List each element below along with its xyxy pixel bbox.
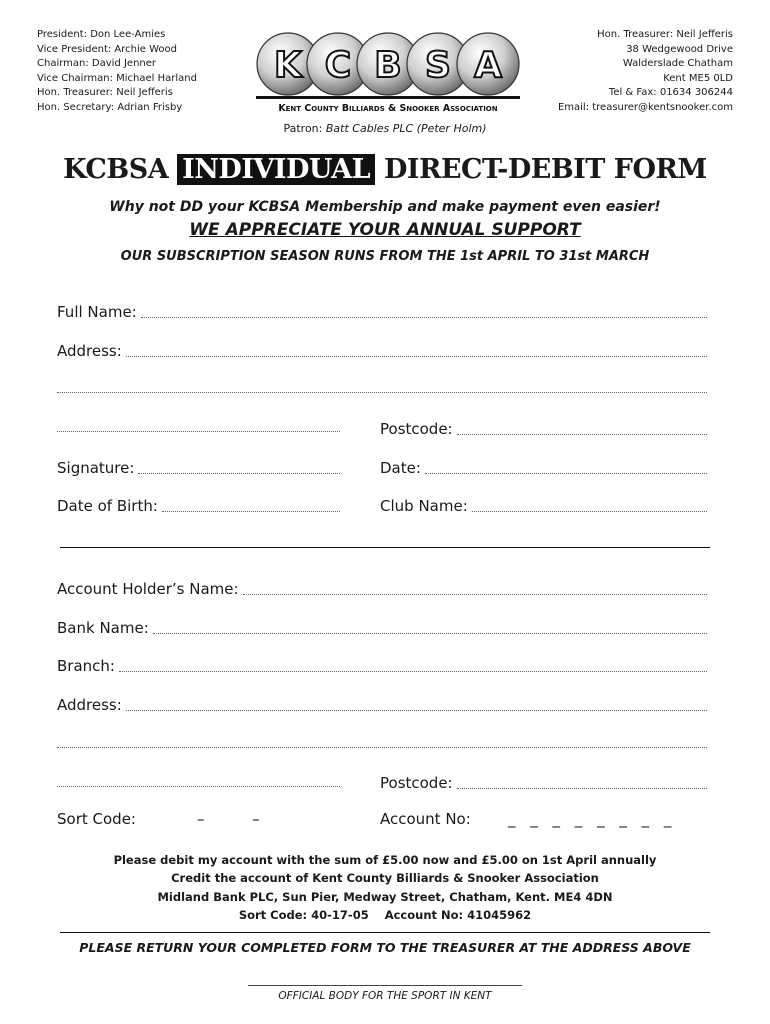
subtitle-season: OUR SUBSCRIPTION SEASON RUNS FROM THE 1st APRIL TO 31st MARCH bbox=[120, 249, 650, 264]
account-no-label: Account No: bbox=[380, 810, 471, 828]
full-name-field[interactable] bbox=[57, 301, 707, 321]
debit-line: Midland Bank PLC, Sun Pier, Medway Street, Chatham, Kent. ME4 4DN bbox=[157, 889, 613, 904]
postcode-input-line[interactable] bbox=[457, 420, 707, 435]
officer-line: Vice President: Archie Wood bbox=[37, 43, 177, 55]
debit-line: Please debit my account with the sum of £5.00 now and £5.00 on 1st April annually bbox=[113, 853, 657, 867]
officer-line: President: Don Lee-Amies bbox=[37, 29, 166, 40]
footer-divider bbox=[60, 932, 710, 933]
sort-code-dash: – bbox=[252, 810, 260, 828]
signature-field[interactable] bbox=[57, 457, 340, 477]
date-label: Date: bbox=[380, 459, 421, 477]
patron-value: Batt Cables PLC (Peter Holm) bbox=[325, 122, 487, 135]
debit-line: Sort Code: 40-17-05 Account No: 41045962 bbox=[238, 907, 532, 922]
debit-line: Credit the account of Kent County Billiards & Snooker Association bbox=[171, 871, 599, 886]
bank-name-input-line[interactable] bbox=[153, 619, 707, 634]
address-line: Kent ME5 0LD bbox=[663, 72, 733, 84]
address-input-line[interactable] bbox=[126, 342, 707, 357]
account-holder-field[interactable] bbox=[57, 578, 707, 598]
page-title bbox=[0, 154, 770, 185]
bank-postcode-field[interactable] bbox=[380, 772, 707, 792]
bank-address-line-3[interactable] bbox=[57, 785, 340, 787]
logo-letter: C bbox=[324, 45, 352, 86]
dob-field[interactable] bbox=[57, 495, 340, 515]
bank-postcode-input-line[interactable] bbox=[457, 774, 707, 789]
officers-list bbox=[37, 28, 197, 116]
postcode-label: Postcode: bbox=[380, 420, 453, 438]
account-holder-input-line[interactable] bbox=[243, 580, 707, 595]
return-note: PLEASE RETURN YOUR COMPLETED FORM TO THE TREASURER AT THE ADDRESS ABOVE bbox=[79, 940, 691, 955]
signature-input-line[interactable] bbox=[138, 459, 340, 474]
sort-code-label: Sort Code: bbox=[57, 810, 136, 828]
logo-letter: K bbox=[274, 45, 302, 86]
sort-code-dash: – bbox=[197, 810, 205, 828]
club-name-input-line[interactable] bbox=[472, 497, 707, 512]
address-field[interactable] bbox=[57, 340, 707, 360]
postcode-field[interactable] bbox=[380, 418, 707, 438]
bank-postcode-label: Postcode: bbox=[380, 774, 453, 792]
dob-input-line[interactable] bbox=[162, 497, 340, 512]
club-name-label: Club Name: bbox=[380, 497, 468, 515]
title-pre: KCBSA bbox=[63, 154, 169, 185]
address-line: Email: treasurer@kentsnooker.com bbox=[557, 101, 733, 113]
logo-letter: S bbox=[425, 45, 451, 86]
officer-line: Vice Chairman: Michael Harland bbox=[37, 72, 197, 84]
logo-letter: A bbox=[474, 45, 502, 86]
officer-line: Chairman: David Jenner bbox=[37, 58, 157, 70]
address-line: Tel & Fax: 01634 306244 bbox=[608, 87, 733, 99]
branch-input-line[interactable] bbox=[119, 657, 707, 672]
branch-field[interactable] bbox=[57, 655, 707, 675]
address-line-2[interactable] bbox=[57, 391, 707, 393]
kcbsa-logo bbox=[252, 26, 524, 116]
address-line: Walderslade Chatham bbox=[622, 58, 733, 70]
officer-line: Hon. Secretary: Adrian Frisby bbox=[37, 101, 183, 113]
logo-tagline: Kent County Billiards & Snooker Association bbox=[278, 103, 498, 114]
debit-instructions bbox=[0, 851, 770, 924]
account-no-input[interactable]: _ _ _ _ _ _ _ _ bbox=[508, 810, 677, 828]
bank-address-line-2[interactable] bbox=[57, 746, 707, 748]
date-input-line[interactable] bbox=[425, 459, 707, 474]
dob-label: Date of Birth: bbox=[57, 497, 158, 515]
subtitle-support: WE APPRECIATE YOUR ANNUAL SUPPORT bbox=[189, 220, 581, 240]
treasurer-address bbox=[558, 28, 733, 116]
bank-address-field[interactable] bbox=[57, 694, 707, 714]
bank-name-label: Bank Name: bbox=[57, 619, 149, 637]
date-field[interactable] bbox=[380, 457, 707, 477]
full-name-label: Full Name: bbox=[57, 303, 137, 321]
patron-label: Patron: bbox=[283, 122, 323, 135]
title-highlight: INDIVIDUAL bbox=[177, 154, 375, 185]
full-name-input-line[interactable] bbox=[141, 303, 707, 318]
address-line: Hon. Treasurer: Neil Jefferis bbox=[597, 29, 733, 40]
official-body-note: OFFICIAL BODY FOR THE SPORT IN KENT bbox=[278, 990, 492, 1002]
address-line-3[interactable] bbox=[57, 430, 340, 432]
patron-line bbox=[0, 122, 770, 135]
address-line: 38 Wedgewood Drive bbox=[626, 43, 733, 55]
section-divider bbox=[60, 547, 710, 548]
address-label: Address: bbox=[57, 342, 122, 360]
bank-name-field[interactable] bbox=[57, 617, 707, 637]
bank-address-input-line[interactable] bbox=[126, 696, 707, 711]
club-name-field[interactable] bbox=[380, 495, 707, 515]
signature-label: Signature: bbox=[57, 459, 135, 477]
officer-line: Hon. Treasurer: Neil Jefferis bbox=[37, 87, 173, 99]
title-post: DIRECT-DEBIT FORM bbox=[383, 154, 707, 185]
account-holder-label: Account Holder’s Name: bbox=[57, 580, 239, 598]
branch-label: Branch: bbox=[57, 657, 115, 675]
subtitle-promo: Why not DD your KCBSA Membership and make payment even easier! bbox=[109, 199, 661, 215]
official-rule bbox=[248, 985, 522, 986]
logo-letter: B bbox=[374, 45, 402, 86]
bank-address-label: Address: bbox=[57, 696, 122, 714]
